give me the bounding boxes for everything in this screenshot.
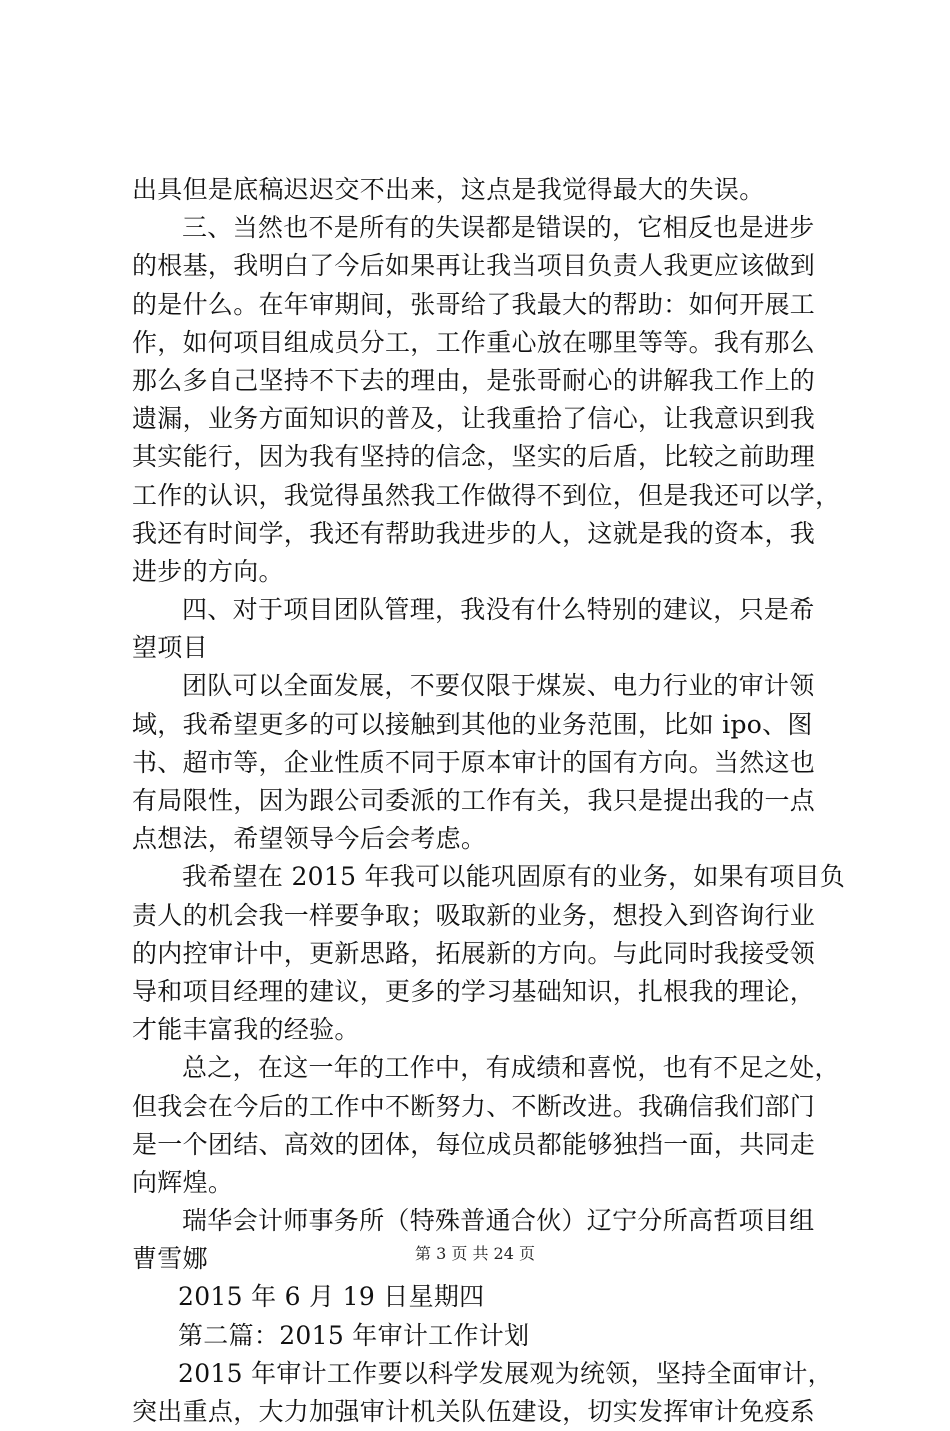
text-line: 作，如何项目组成员分工，工作重心放在哪里等等。我有那么 (132, 327, 816, 357)
text-line: 导和项目经理的建议，更多的学习基础知识，扎根我的理论， (132, 976, 816, 1006)
text-line: 2015 年审计工作要以科学发展观为统领，坚持全面审计， (178, 1358, 833, 1388)
text-line: 责人的机会我一样要争取；吸取新的业务，想投入到咨询行业 (132, 900, 816, 930)
section-heading: 第二篇：2015 年审计工作计划 (178, 1320, 530, 1350)
text-line: 我希望在 2015 年我可以能巩固原有的业务，如果有项目负 (182, 862, 846, 892)
text-line: 望项目 (132, 633, 208, 663)
signature-date: 2015 年 6 月 19 日星期四 (178, 1282, 485, 1312)
text-line: 突出重点，大力加强审计机关队伍建设，切实发挥审计免疫系 (132, 1397, 816, 1426)
document-body (132, 171, 846, 1431)
text-line: 我还有时间学，我还有帮助我进步的人，这就是我的资本，我 (132, 518, 816, 548)
text-line: 有局限性，因为跟公司委派的工作有关，我只是提出我的一点 (132, 786, 816, 815)
text-line: 工作的认识，我觉得虽然我工作做得不到位，但是我还可以学， (132, 480, 841, 510)
text-line: 的根基，我明白了今后如果再让我当项目负责人我更应该做到 (132, 251, 816, 281)
text-line: 遗漏，业务方面知识的普及，让我重拾了信心，让我意识到我 (132, 404, 816, 434)
text-line: 三、当然也不是所有的失误都是错误的，它相反也是进步 (182, 213, 815, 243)
text-line: 那么多自己坚持不下去的理由，是张哥耐心的讲解我工作上的 (132, 365, 816, 395)
text-line: 四、对于项目团队管理，我没有什么特别的建议，只是希 (182, 595, 815, 625)
text-line: 的是什么。在年审期间，张哥给了我最大的帮助：如何开展工 (132, 289, 816, 319)
text-line: 才能丰富我的经验。 (132, 1015, 360, 1045)
text-line: 是一个团结、高效的团体，每位成员都能够独挡一面，共同走 (132, 1129, 816, 1159)
signature-name: 曹雪娜 (132, 1244, 208, 1274)
text-line: 团队可以全面发展，不要仅限于煤炭、电力行业的审计领 (182, 671, 815, 701)
text-line: 的内控审计中，更新思路，拓展新的方向。与此同时我接受领 (132, 938, 816, 968)
text-line: 书、超市等，企业性质不同于原本审计的国有方向。当然这也 (132, 747, 816, 777)
text-line: 向辉煌。 (132, 1167, 234, 1197)
text-line: 域，我希望更多的可以接触到其他的业务范围，比如 ipo、图 (132, 709, 813, 739)
page-footer: 第 3 页 共 24 页 (415, 1244, 535, 1263)
text-line: 点想法，希望领导今后会考虑。 (132, 824, 487, 854)
text-line: 出具但是底稿迟迟交不出来，这点是我觉得最大的失误。 (132, 175, 765, 204)
text-line: 总之，在这一年的工作中，有成绩和喜悦，也有不足之处， (182, 1053, 840, 1083)
text-line: 进步的方向。 (132, 556, 284, 586)
text-line: 其实能行，因为我有坚持的信念，坚实的后盾，比较之前助理 (132, 442, 816, 472)
signature-org: 瑞华会计师事务所（特殊普通合伙）辽宁分所高哲项目组 (182, 1206, 815, 1236)
text-line: 但我会在今后的工作中不断努力、不断改进。我确信我们部门 (132, 1091, 816, 1121)
